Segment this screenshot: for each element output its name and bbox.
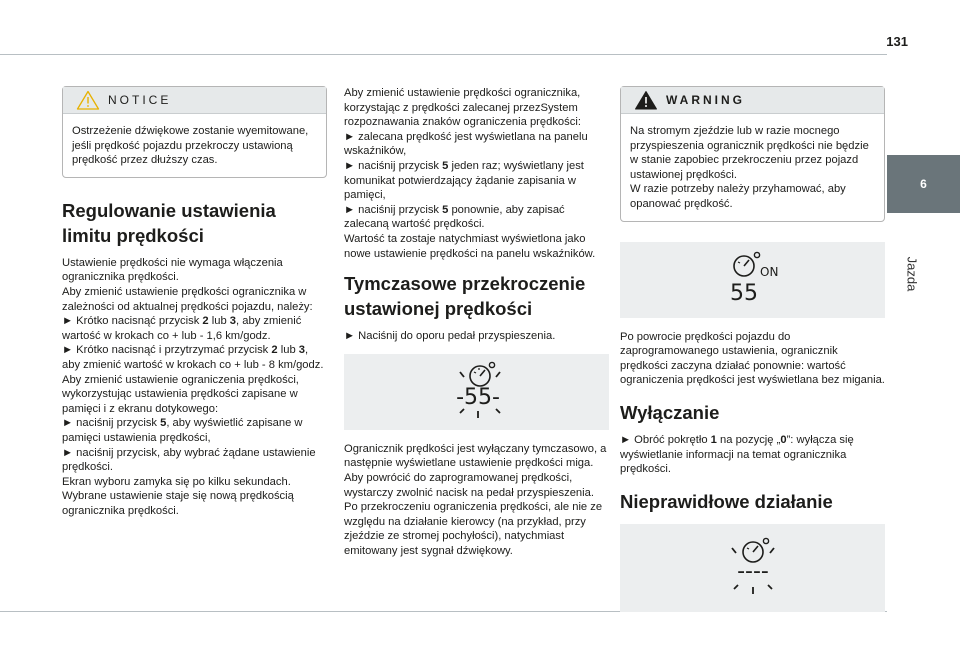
chapter-tab[interactable]: 6 [887,155,960,213]
illustration-malfunction [620,524,885,612]
resume-text: Po powrocie prędkości pojazdu do zaprogramowanego ustawienia, ogranicznik prędkości zaczyna działać ponownie: wartość ograniczenia prędkości jest wyświetlana bez migania. [620,330,885,387]
heading-override: Tymczasowe przekroczenie ustawionej prędkości [344,273,586,320]
recommended-lead: Aby zmienić ustawienie prędkości ogranicznika, korzystając z prędkości zalecanej przezSystem rozpoznawania znaków ograniczenia prędkości: [344,87,581,129]
illustration-resume [620,242,885,318]
warning-text-1: Na stromym zjeździe lub w razie mocnego przyspieszenia ogranicznik prędkości nie będzie w stanie zapobiec przekroczeniu przez pojazd ustawionej prędkości. [630,125,869,181]
notice-text: Ostrzeżenie dźwiękowe zostanie wyemitowane, jeśli prędkość pojazdu przekroczy ustawioną prędkość przez dłuższy czas. [72,125,309,167]
chapter-title-text: Jazda [904,256,920,292]
heading-adjust: Regulowanie ustawienia limitu prędkości [62,199,276,246]
speed-limiter-blinking-icon [438,360,516,424]
override-bullet: ► Naciśnij do oporu pedał przyspieszenia. [344,330,556,343]
speed-limiter-fault-icon [714,536,792,600]
adjust-closing-2: Wybrane ustawienie staje się nową prędkością ogranicznika prędkości. [62,490,294,517]
recommended-bullet-1: ► zalecana prędkość jest wyświetlana na panelu wskaźników, [344,130,588,158]
adjust-bullet-4: ► naciśnij przycisk, aby wybrać żądane ustawienie prędkości. [62,446,316,474]
column-left [62,86,327,518]
header-rule [0,54,887,55]
notice-title: NOTICE [108,92,172,107]
heading-malfunction: Nieprawidłowe działanie [620,490,833,512]
recommended-bullet-2: ► naciśnij przycisk 5 jeden raz; wyświetlany jest komunikat potwierdzający żądanie zapisania w pamięci, [344,159,584,202]
warning-text-2: W razie potrzeby należy przyhamować, aby opanować prędkość. [630,183,846,210]
recommended-bullet-3: ► naciśnij przycisk 5 ponownie, aby zapisać zalecaną wartość prędkości. [344,203,565,231]
speed-limiter-on-icon [714,248,792,312]
malfunction-display-text: ---- [736,558,769,584]
resume-display-status: ON [759,264,778,279]
notice-header [63,87,326,114]
adjust-bullet-3: ► naciśnij przycisk 5, aby wyświetlić zapisane w pamięci ustawienia prędkości, [62,417,303,444]
chapter-title [904,246,920,302]
adjust-lead: Aby zmienić ustawienie prędkości ogranicznika w zależności od aktualnej prędkości pojazdu, należy: [62,285,313,313]
warning-header [621,87,884,114]
warning-box [620,86,885,222]
override-text-2: Aby powrócić do zaprogramowanej prędkości, wystarczy zwolnić nacisk na pedał przyspieszenia. [344,471,594,499]
notice-box [62,86,327,178]
adjust-bullet-2: ► Krótko nacisnąć i przytrzymać przycisk 2 lub 3, aby zmienić wartość w krokach co + lub - 8 km/godz. [62,344,324,371]
adjust-bullet-1: ► Krótko nacisnąć przycisk 2 lub 3, aby zmienić wartość w krokach co + lub - 1,6 km/godz. [62,315,302,342]
warning-triangle-icon [76,90,100,110]
heading-off: Wyłączanie [620,401,720,423]
override-text-3: Po przekroczeniu ograniczenia prędkości, ale nie ze względu na działanie kierowcy (na przykład, przy zjeździe ze stromej pochyłości), natychmiast emitowany jest sygnał dźwiękowy. [344,501,603,557]
column-middle [344,86,609,558]
page-number: 131 [886,34,908,49]
illustration-override [344,354,609,430]
recommended-closing: Wartość ta zostaje natychmiast wyświetlona jako nowe ustawienie prędkości na panelu wskaźników. [344,232,596,260]
override-text-1: Ogranicznik prędkości jest wyłączany tymczasowo, a następnie wyświetlane ustawienie prędkości miga. [344,442,607,470]
override-display-text: -55- [455,384,500,410]
adjust-stored-lead: Aby zmienić ustawienie ograniczenia prędkości, wykorzystując ustawienia prędkości zapisane w pamięci i z ekranu dotykowego: [62,373,299,415]
resume-display-text: 55 [729,280,758,306]
warning-title: WARNING [666,92,745,107]
column-right [620,86,885,624]
adjust-intro: Ustawienie prędkości nie wymaga włączenia ogranicznika prędkości. [62,256,283,284]
off-text: ► Obróć pokrętło 1 na pozycję „0”: wyłącza się wyświetlanie informacji na temat ogranicznika prędkości. [620,433,854,476]
warning-triangle-icon [634,90,658,110]
adjust-closing-1: Ekran wyboru zamyka się po kilku sekundach. [62,475,291,488]
